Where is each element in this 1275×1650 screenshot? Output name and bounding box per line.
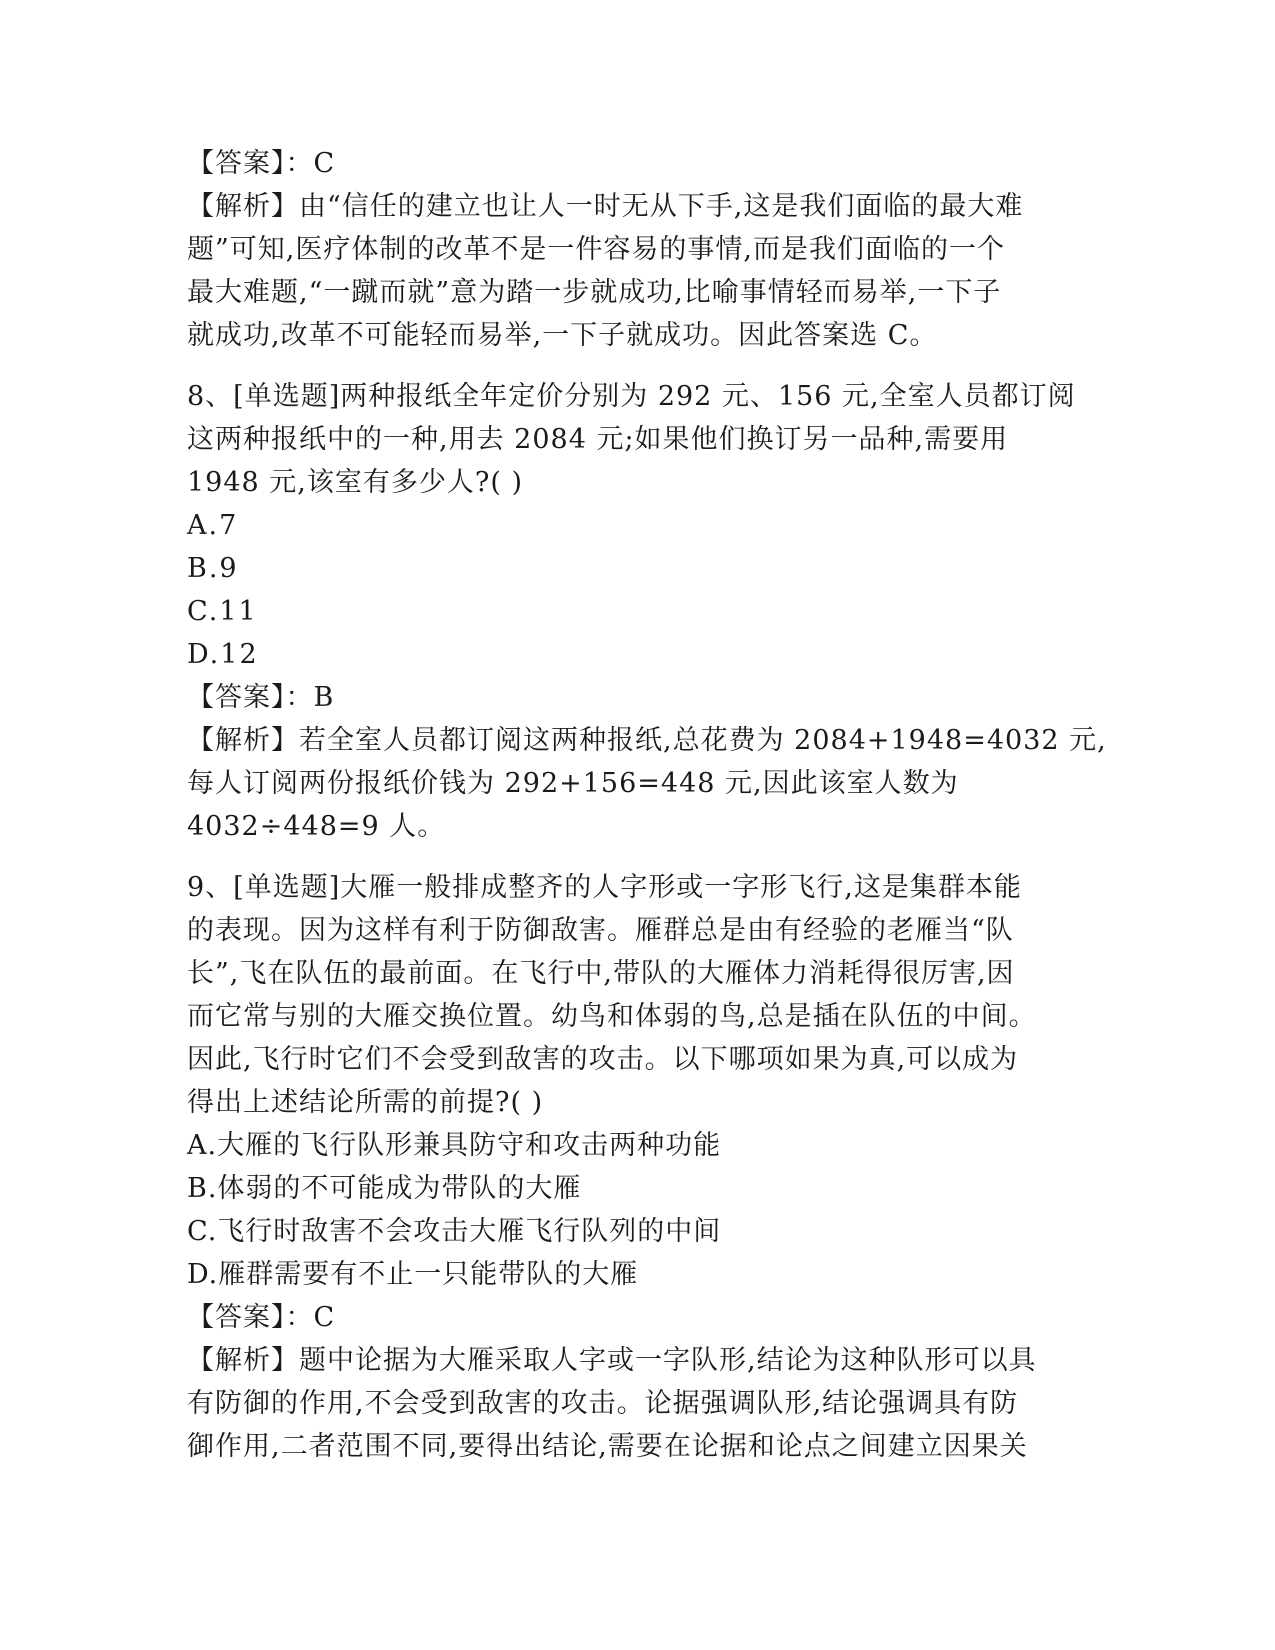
- q9-option-c: C.飞行时敌害不会攻击大雁飞行队列的中间: [187, 1216, 722, 1247]
- q9-stem-line: 而它常与别的大雁交换位置。幼鸟和体弱的鸟,总是插在队伍的中间。: [187, 1001, 1037, 1032]
- q9-stem-line: 得出上述结论所需的前提?( ): [187, 1087, 544, 1118]
- q8-analysis-line: 4032÷448=9 人。: [187, 811, 446, 842]
- q8-option-b: B.9: [187, 553, 239, 584]
- q9-stem-line: 因此,飞行时它们不会受到敌害的攻击。以下哪项如果为真,可以成为: [187, 1044, 1019, 1075]
- q7-answer: 【答案】：C: [187, 148, 336, 179]
- q7-analysis-line: 就成功,改革不可能轻而易举,一下子就成功。因此答案选 C。: [187, 320, 938, 351]
- q8-option-d: D.12: [187, 639, 259, 670]
- q9-analysis-line: 有防御的作用,不会受到敌害的攻击。论据强调队形,结论强调具有防: [187, 1388, 1019, 1419]
- q9-analysis-line: 【解析】题中论据为大雁采取人字或一字队形,结论为这种队形可以具: [187, 1345, 1037, 1376]
- q9-stem-line: 长”,飞在队伍的最前面。在飞行中,带队的大雁体力消耗得很厉害,因: [187, 958, 1015, 989]
- q8-analysis-line: 【解析】若全室人员都订阅这两种报纸,总花费为 2084+1948=4032 元,: [187, 725, 1107, 756]
- q7-analysis-line: 【解析】由“信任的建立也让人一时无从下手,这是我们面临的最大难: [187, 191, 1024, 222]
- q9-analysis-line: 御作用,二者范围不同,要得出结论,需要在论据和论点之间建立因果关: [187, 1431, 1028, 1462]
- q8-analysis-line: 每人订阅两份报纸价钱为 292+156=448 元,因此该室人数为: [187, 768, 959, 799]
- q9-option-b: B.体弱的不可能成为带队的大雁: [187, 1173, 582, 1204]
- q9-option-d: D.雁群需要有不止一只能带队的大雁: [187, 1259, 639, 1290]
- q8-stem-line: 8、[单选题]两种报纸全年定价分别为 292 元、156 元,全室人员都订阅: [187, 381, 1076, 412]
- q9-option-a: A.大雁的飞行队形兼具防守和攻击两种功能: [187, 1130, 722, 1161]
- q9-stem-line: 9、[单选题]大雁一般排成整齐的人字形或一字形飞行,这是集群本能: [187, 872, 1022, 903]
- q8-answer: 【答案】：B: [187, 682, 335, 713]
- q7-analysis-line: 最大难题,“一蹴而就”意为踏一步就成功,比喻事情轻而易举,一下子: [187, 277, 1002, 308]
- q8-option-c: C.11: [187, 596, 258, 627]
- q8-stem-line: 1948 元,该室有多少人?( ): [187, 467, 524, 498]
- q8-stem-line: 这两种报纸中的一种,用去 2084 元;如果他们换订另一品种,需要用: [187, 424, 1009, 455]
- q8-option-a: A.7: [187, 510, 239, 541]
- q9-answer: 【答案】：C: [187, 1302, 336, 1333]
- q9-stem-line: 的表现。因为这样有利于防御敌害。雁群总是由有经验的老雁当“队: [187, 915, 1014, 946]
- q7-analysis-line: 题”可知,医疗体制的改革不是一件容易的事情,而是我们面临的一个: [187, 234, 1005, 265]
